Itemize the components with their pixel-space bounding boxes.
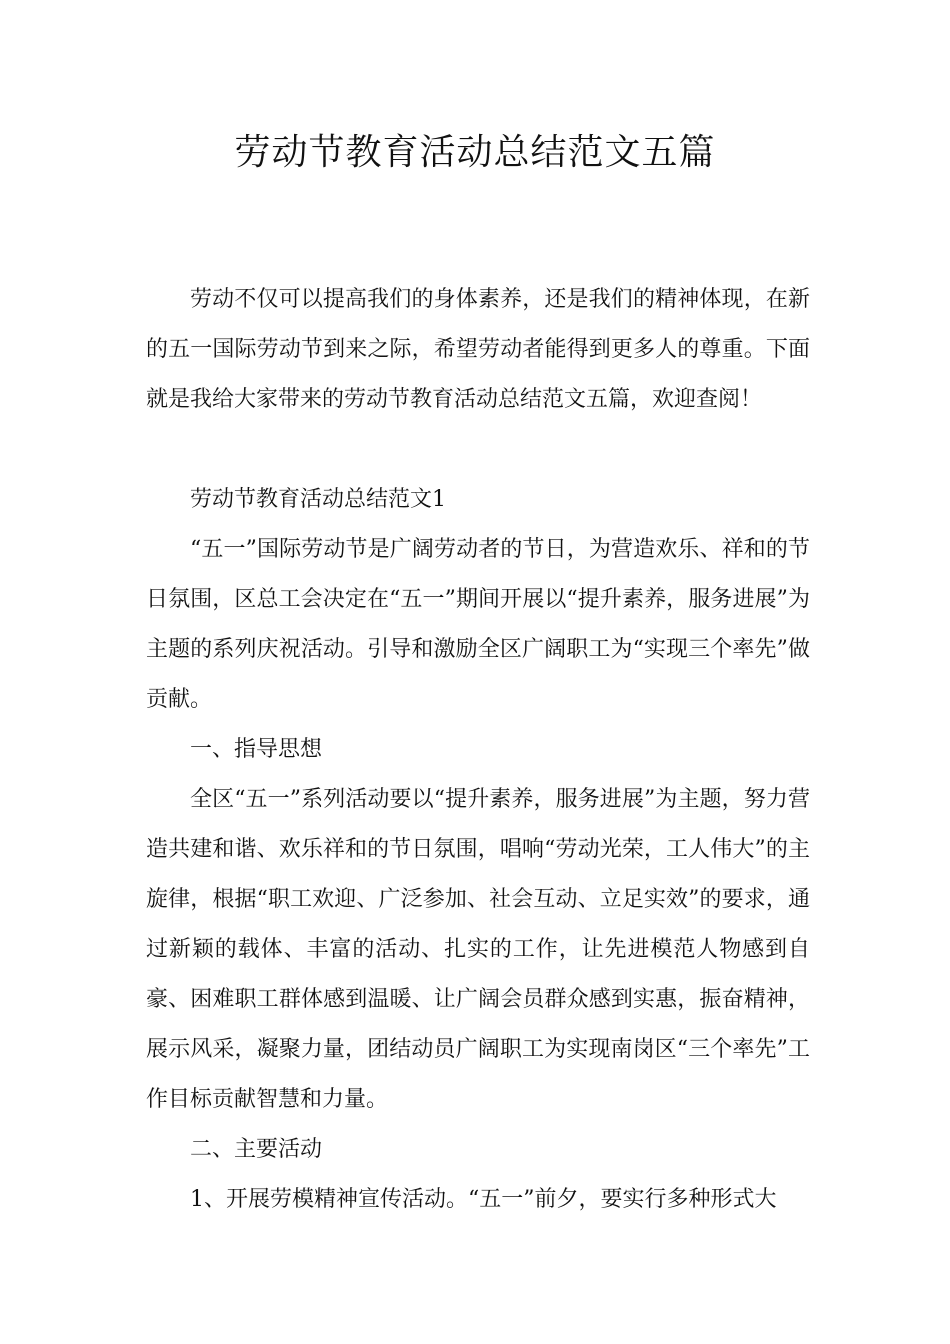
paragraph: “五一”国际劳动节是广阔劳动者的节日，为营造欢乐、祥和的节日氛围，区总工会决定在“五一”期间开展以“提升素养，服务进展”为主题的系列庆祝活动。引导和激励全区广阔职工为“实现三个率先”做贡献。 bbox=[146, 537, 810, 712]
paragraph: 全区“五一”系列活动要以“提升素养，服务进展”为主题，努力营造共建和谐、欢乐祥和的节日氛围，唱响“劳动光荣，工人伟大”的主旋律，根据“职工欢迎、广泛参加、社会互动、立足实效”的要求，通过新颖的载体、丰富的活动、扎实的工作，让先进模范人物感到自豪、困难职工群体感到温暖、让广阔会员群众感到实惠，振奋精神，展示风采，凝聚力量，团结动员广阔职工为实现南岗区“三个率先”工作目标贡献智慧和力量。 bbox=[146, 787, 810, 1112]
subheading-guiding-ideology: 一、指导思想 bbox=[190, 737, 323, 762]
main-content bbox=[146, 475, 810, 1225]
paragraph: 1、开展劳模精神宣传活动。“五一”前夕，要实行多种形式大 bbox=[190, 1187, 777, 1212]
intro-paragraph: 劳动不仅可以提高我们的身体素养，还是我们的精神体现，在新的五一国际劳动节到来之际，希望劳动者能得到更多人的尊重。下面就是我给大家带来的劳动节教育活动总结范文五篇，欢迎查阅！ bbox=[146, 287, 810, 412]
section-heading: 劳动节教育活动总结范文1 bbox=[190, 487, 446, 512]
document-title: 劳动节教育活动总结范文五篇 bbox=[234, 132, 716, 173]
subheading-main-activities: 二、主要活动 bbox=[190, 1137, 323, 1162]
intro-block bbox=[146, 275, 810, 425]
